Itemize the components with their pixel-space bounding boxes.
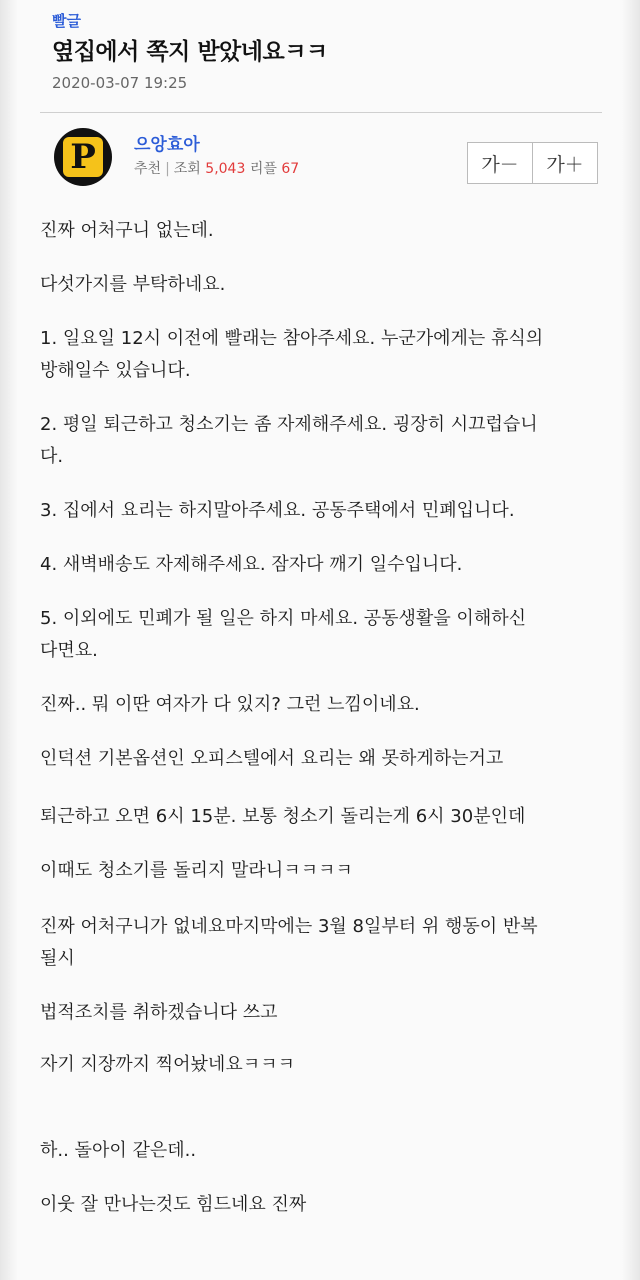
font-decrease-button[interactable]: 가－ (481, 153, 519, 176)
body-line: 다섯가지를 부탁하네요. (40, 274, 226, 295)
right-edge-shade (622, 0, 640, 1280)
body-line: 이웃 잘 만나는것도 힘드네요 진짜 (40, 1194, 307, 1215)
body-line: 진짜.. 뭐 이딴 여자가 다 있지? 그런 느낌이네요. (40, 694, 420, 715)
body-line: 이때도 청소기를 돌리지 말라니ㅋㅋㅋㅋ (40, 860, 353, 881)
body-line: 4. 새벽배송도 자제해주세요. 잠자다 깨기 일수입니다. (40, 554, 463, 575)
post-stats (134, 158, 299, 178)
avatar-letter: P (70, 137, 96, 177)
body-line: 하.. 돌아이 같은데.. (40, 1140, 197, 1161)
body-line: 3. 집에서 요리는 하지말아주세요. 공동주택에서 민폐입니다. (40, 500, 515, 521)
body-line: 다면요. (40, 640, 98, 661)
body-line: 자기 지장까지 찍어놨네요ㅋㅋㅋ (40, 1054, 295, 1075)
left-edge-shade (0, 0, 18, 1280)
replies-count: 67 (281, 161, 300, 177)
body-line: 법적조치를 취하겠습니다 쓰고 (40, 1002, 278, 1023)
post-datetime: 2020-03-07 19:25 (52, 74, 188, 92)
header-divider (40, 112, 602, 113)
font-increase-button[interactable]: 가＋ (532, 143, 597, 183)
body-line: 1. 일요일 12시 이전에 빨래는 참아주세요. 누군가에게는 휴식의 (40, 328, 544, 349)
views-label: 조회 (173, 161, 201, 177)
post-header (52, 10, 600, 92)
author-nickname[interactable]: 으앙효아 (134, 135, 200, 155)
author-row (54, 128, 600, 190)
replies-label: 리플 (249, 161, 277, 177)
category-link[interactable]: 빨글 (52, 12, 81, 30)
body-line: 5. 이외에도 민폐가 될 일은 하지 마세요. 공동생활을 이해하신 (40, 608, 526, 629)
body-line: 다. (40, 446, 64, 467)
recommend-label: 추천 (134, 161, 162, 177)
body-line: 될시 (40, 948, 75, 969)
body-line: 진짜 어처구니 없는데. (40, 220, 214, 241)
font-size-controls (467, 142, 598, 184)
avatar[interactable] (54, 128, 112, 186)
body-line: 진짜 어처구니가 없네요마지막에는 3월 8일부터 위 행동이 반복 (40, 916, 538, 937)
post-title: 옆집에서 쪽지 받았네요ㅋㅋ (52, 39, 328, 65)
pirates-logo-icon (63, 137, 103, 177)
views-count: 5,043 (205, 161, 246, 177)
body-line: 2. 평일 퇴근하고 청소기는 좀 자제해주세요. 굉장히 시끄럽습니 (40, 414, 538, 435)
body-line: 인덕션 기본옵션인 오피스텔에서 요리는 왜 못하게하는거고 (40, 748, 504, 769)
body-line: 퇴근하고 오면 6시 15분. 보통 청소기 돌리는게 6시 30분인데 (40, 806, 526, 827)
body-line: 방해일수 있습니다. (40, 360, 191, 381)
stats-separator: | (165, 161, 170, 177)
